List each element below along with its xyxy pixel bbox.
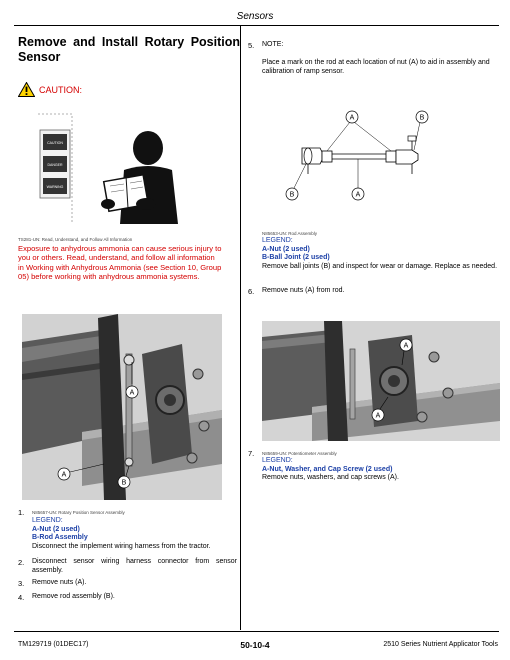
step-5-number: 5. [248,41,255,50]
step-7-figure-ref: N85659-UN: Potentiometer Assembly [262,451,337,456]
step-1-legend: LEGEND: A-Nut (2 used) B-Rod Assembly [32,517,88,542]
sign-line-3: WARNING [46,185,64,189]
step-7-number: 7. [248,449,255,458]
section-header: Sensors [236,11,274,22]
callout-b: B [121,479,127,487]
rod-assembly-drawing [262,108,474,223]
step-1-figure-ref: N85657-UN: Rotary Position Sensor Assembly [32,510,125,515]
step-2-number: 2. [18,558,25,567]
step-4-text: Remove rod assembly (B). [32,593,115,600]
step-3-text: Remove nuts (A). [32,579,87,586]
callout-b-right: B [419,114,425,122]
caution-label: CAUTION: [39,84,83,95]
step-1-number: 1. [18,508,25,517]
step-2-text: Disconnect sensor wiring harness connector from sensor assembly. [32,558,237,574]
sign-line-2: DANGER [47,163,63,167]
rotary-sensor-photo [22,314,222,500]
potentiometer-photo [262,321,500,441]
step-5-legend: LEGEND: A-Nut (2 used) B-Ball Joint (2 used) [262,237,330,262]
header-rule [14,25,499,26]
callout-a-bottom: A [61,471,67,479]
note-label: NOTE: [262,41,284,48]
note-text: Place a mark on the rod at each location of nut (A) to aid in assembly and calibration of ramp sensor. [262,59,490,75]
caution-text: Exposure to anhydrous ammonia can cause serious injury to you or others. Read, understand, and follow all information in Working with Anhydrous Ammonia (see Section 10, Group 05) before working with anhydrous ammonia systems. [18,244,222,281]
doc-id: TM129719 (01DEC17) [18,641,89,648]
step-7-legend: LEGEND: A-Nut, Washer, and Cap Screw (2 used) [262,457,393,473]
callout-a-pot-bottom: A [375,412,381,420]
sign-line-1: CAUTION [47,141,63,145]
callout-a-top: A [129,389,135,397]
footer-rule [14,631,499,632]
callout-a-pot-top: A [403,342,409,350]
step-6-number: 6. [248,287,255,296]
step-6-text: Remove nuts (A) from rod. [262,287,345,294]
step-1-text: Disconnect the implement wiring harness from the tractor. [32,543,211,550]
callout-a-rod-bottom: A [355,191,361,199]
step-4-number: 4. [18,593,25,602]
step-7-text: Remove nuts, washers, and cap screws (A). [262,474,399,481]
column-divider [240,26,241,630]
caution-reference: TS281-UN: Read, Understand, and Follow All Information [18,237,133,242]
product-name: 2510 Series Nutrient Applicator Tools [383,641,498,648]
page-number: 50-10-4 [240,640,270,650]
step-3-number: 3. [18,579,25,588]
caution-illustration [36,112,206,230]
caution-heading [18,82,82,97]
callout-a-rod: A [349,114,355,122]
step-5-figure-ref: N85653-UN: Rod Assembly [262,231,318,236]
step-5-text: Remove ball joints (B) and inspect for wear or damage. Replace as needed. [262,263,498,270]
warning-triangle-icon [18,82,35,97]
page-title: Remove and Install Rotary Position Sensor [18,35,240,64]
callout-b-left: B [289,191,295,199]
